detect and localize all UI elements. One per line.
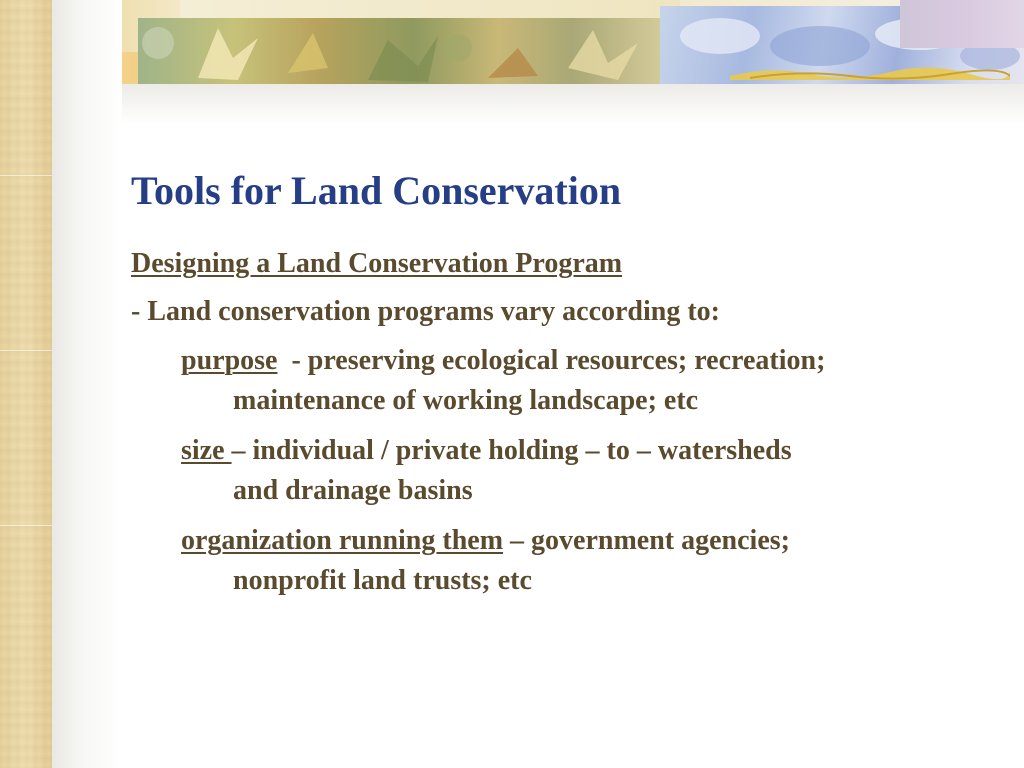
- size-continuation: and drainage basins: [233, 475, 473, 506]
- organization-separator: –: [503, 525, 532, 556]
- strip-divider: [0, 350, 52, 351]
- slide-title: Tools for Land Conservation: [131, 168, 622, 213]
- strip-divider: [0, 525, 52, 526]
- purpose-separator: -: [277, 345, 308, 376]
- collage-dry-grass-image: [900, 0, 1024, 48]
- size-description: individual / private holding – to – watersheds: [252, 435, 792, 466]
- purpose-item: [181, 341, 825, 381]
- purpose-continuation: maintenance of working landscape; etc: [233, 385, 699, 416]
- strip-divider: [0, 175, 52, 176]
- leaves-icon: [138, 18, 668, 84]
- organization-description: government agencies;: [531, 525, 790, 556]
- golden-grass-icon: [730, 62, 1010, 82]
- subheading-text: Designing a Land Conservation Program: [131, 248, 623, 279]
- organization-item: [181, 521, 790, 561]
- size-term: size: [181, 435, 232, 466]
- organization-term: organization running them: [181, 525, 504, 556]
- organization-continuation: nonprofit land trusts; etc: [233, 565, 532, 596]
- size-item: [181, 431, 792, 471]
- banner-shadow: [52, 84, 1024, 124]
- left-parchment-strip: [0, 0, 52, 768]
- top-collage-banner: [0, 0, 1024, 90]
- purpose-term: purpose: [181, 345, 278, 376]
- collage-leaves-image: [138, 18, 668, 84]
- collage-top-edge: [180, 0, 680, 20]
- purpose-description: preserving ecological resources; recreation;: [307, 345, 826, 376]
- intro-line: - Land conservation programs vary according to:: [131, 296, 720, 327]
- subheading: [131, 244, 622, 284]
- size-separator: –: [231, 435, 253, 466]
- left-shadow: [52, 0, 122, 768]
